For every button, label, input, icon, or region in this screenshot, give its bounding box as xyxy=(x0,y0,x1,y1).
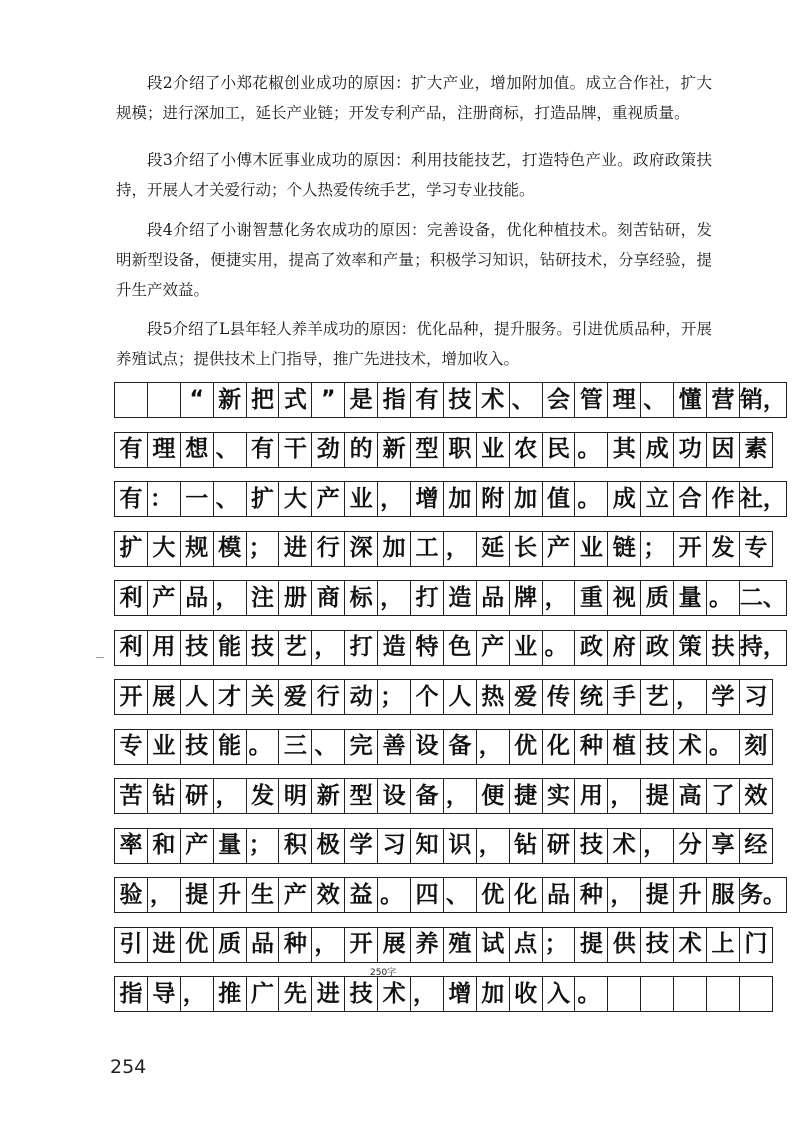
grid-cell: 重 xyxy=(575,580,608,616)
grid-cell: 产 xyxy=(312,481,345,517)
grid-cell: 术 xyxy=(378,976,411,1012)
grid-cell: ， xyxy=(214,580,247,616)
grid-cell: 扩 xyxy=(247,481,280,517)
grid-cell: 产 xyxy=(543,531,576,567)
grid-cell: 展 xyxy=(148,679,181,715)
grid-cell: 造 xyxy=(378,630,411,666)
grid-cell: 展 xyxy=(378,927,411,963)
grid-cell: 、 xyxy=(214,432,247,468)
summary-paragraph-5: 段5介绍了L县年轻人养羊成功的原因：优化品种，提升服务。引进优质品种，开展养殖试点；提供技术上门指导，推广先进技术，增加收入。 xyxy=(116,320,712,368)
grid-cell: 手 xyxy=(608,679,641,715)
grid-cell: 民 xyxy=(543,432,576,468)
grid-cell: ， xyxy=(477,729,510,765)
grid-cell: 技 xyxy=(444,382,477,418)
grid-cell: 策 xyxy=(674,630,707,666)
grid-cell: 产 xyxy=(477,630,510,666)
grid-cell xyxy=(707,976,740,1012)
grid-cell: 植 xyxy=(608,729,641,765)
grid-cell: 点 xyxy=(510,927,543,963)
grid-cell: 府 xyxy=(608,630,641,666)
word-count-label: 250字 xyxy=(370,968,397,978)
grid-cell: 先 xyxy=(279,976,312,1012)
grid-cell: ， xyxy=(148,877,181,913)
grid-cell: 品 xyxy=(477,580,510,616)
grid-cell: 成 xyxy=(608,481,641,517)
grid-cell: ， xyxy=(411,976,444,1012)
grid-cell: 享 xyxy=(707,828,740,864)
grid-cell: 利 xyxy=(115,580,148,616)
grid-cell: 量 xyxy=(674,580,707,616)
grid-cell: 商 xyxy=(312,580,345,616)
grid-cell: 术 xyxy=(674,927,707,963)
grid-cell: 引 xyxy=(115,927,148,963)
summary-paragraph-4: 段4介绍了小谢智慧化务农成功的原因：完善设备，优化种植技术。刻苦钻研，发明新型设备，便捷实用，提高了效率和产量；积极学习知识，钻研技术，分享经验，提升生产效益。 xyxy=(116,221,712,299)
grid-cell: 优 xyxy=(510,729,543,765)
grid-cell: 产 xyxy=(148,580,181,616)
grid-cell: 品 xyxy=(247,927,280,963)
grid-cell: 业 xyxy=(575,531,608,567)
grid-cell: 技 xyxy=(181,630,214,666)
grid-cell: 指 xyxy=(115,976,148,1012)
grid-cell: 模 xyxy=(214,531,247,567)
grid-cell: 传 xyxy=(543,679,576,715)
grid-cell: 因 xyxy=(707,432,740,468)
grid-cell: 捷 xyxy=(510,778,543,814)
summary-paragraph-3: 段3介绍了小傅木匠事业成功的原因：利用技能技艺，打造特色产业。政府政策扶持，开展人才关爱行动；个人热爱传统手艺，学习专业技能。 xyxy=(116,151,712,199)
grid-cell: ； xyxy=(247,531,280,567)
grid-cell: 用 xyxy=(575,778,608,814)
grid-cell: 专 xyxy=(115,729,148,765)
grid-cell: 热 xyxy=(477,679,510,715)
grid-cell: 分 xyxy=(674,828,707,864)
grid-cell: 产 xyxy=(279,877,312,913)
grid-cell: ， xyxy=(608,877,641,913)
grid-cell: 广 xyxy=(247,976,280,1012)
grid-cell: 功 xyxy=(674,432,707,468)
grid-row xyxy=(114,679,768,715)
grid-cell: 视 xyxy=(608,580,641,616)
grid-cell: 。 xyxy=(247,729,280,765)
grid-cell: 打 xyxy=(345,630,378,666)
grid-cell: 业 xyxy=(148,729,181,765)
grid-cell: ， xyxy=(214,778,247,814)
grid-cell: 大 xyxy=(279,481,312,517)
grid-cell: 发 xyxy=(707,531,740,567)
grid-cell: 增 xyxy=(444,976,477,1012)
grid-cell xyxy=(115,382,148,418)
grid-cell: 效 xyxy=(740,778,773,814)
grid-cell: 益 xyxy=(345,877,378,913)
grid-cell: 增 xyxy=(411,481,444,517)
grid-cell: 技 xyxy=(641,927,674,963)
grid-cell: 优 xyxy=(181,927,214,963)
grid-cell: 、 xyxy=(641,382,674,418)
grid-cell: 成 xyxy=(641,432,674,468)
grid-cell: 生 xyxy=(247,877,280,913)
grid-cell: ， xyxy=(674,679,707,715)
grid-cell: 善 xyxy=(378,729,411,765)
grid-cell: 型 xyxy=(411,432,444,468)
summary-paragraph-2: 段2介绍了小郑花椒创业成功的原因：扩大产业，增加附加值。成立合作社，扩大规模；进行深加工，延长产业链；开发专利产品，注册商标，打造品牌，重视质量。 xyxy=(116,74,712,122)
grid-cell: 化 xyxy=(543,729,576,765)
grid-cell: 统 xyxy=(575,679,608,715)
grid-cell: 试 xyxy=(477,927,510,963)
grid-cell: 养 xyxy=(411,927,444,963)
grid-cell: 学 xyxy=(345,828,378,864)
grid-row xyxy=(114,828,768,864)
grid-cell: 营 xyxy=(707,382,740,418)
grid-cell: 长 xyxy=(510,531,543,567)
grid-cell xyxy=(674,976,707,1012)
grid-cell: 入 xyxy=(543,976,576,1012)
grid-cell: 艺 xyxy=(279,630,312,666)
grid-cell: 业 xyxy=(477,432,510,468)
grid-cell: 开 xyxy=(115,679,148,715)
grid-cell: 进 xyxy=(148,927,181,963)
grid-cell: 、 xyxy=(312,729,345,765)
grid-cell: 是 xyxy=(345,382,378,418)
grid-cell xyxy=(641,976,674,1012)
grid-cell: 特 xyxy=(411,630,444,666)
grid-cell: 识 xyxy=(444,828,477,864)
grid-row xyxy=(114,481,786,517)
grid-cell: 一 xyxy=(181,481,214,517)
grid-cell: 新 xyxy=(214,382,247,418)
grid-cell: 业 xyxy=(345,481,378,517)
grid-cell: 合 xyxy=(674,481,707,517)
grid-cell: 新 xyxy=(378,432,411,468)
grid-cell: 人 xyxy=(181,679,214,715)
grid-cell: 政 xyxy=(641,630,674,666)
grid-cell: 扩 xyxy=(115,531,148,567)
grid-cell: 极 xyxy=(312,828,345,864)
grid-cell: 能 xyxy=(214,729,247,765)
grid-row xyxy=(114,976,706,1012)
grid-row xyxy=(114,531,768,567)
grid-cell: 升 xyxy=(674,877,707,913)
grid-cell: 工 xyxy=(411,531,444,567)
grid-row xyxy=(114,778,768,814)
grid-cell: 上 xyxy=(707,927,740,963)
grid-row xyxy=(114,729,768,765)
grid-cell: 造 xyxy=(444,580,477,616)
grid-cell: ， xyxy=(378,481,411,517)
grid-cell: 延 xyxy=(477,531,510,567)
grid-cell: 品 xyxy=(543,877,576,913)
grid-cell: ， xyxy=(444,778,477,814)
grid-cell: 社， xyxy=(740,481,787,517)
grid-cell: 服 xyxy=(707,877,740,913)
grid-cell: 学 xyxy=(707,679,740,715)
grid-cell: 种 xyxy=(575,877,608,913)
grid-cell: 四 xyxy=(411,877,444,913)
grid-cell: 便 xyxy=(477,778,510,814)
grid-cell: 艺 xyxy=(641,679,674,715)
grid-cell: 提 xyxy=(575,927,608,963)
grid-cell: 技 xyxy=(345,976,378,1012)
grid-cell: 把 xyxy=(247,382,280,418)
grid-cell: 开 xyxy=(674,531,707,567)
grid-cell: 政 xyxy=(575,630,608,666)
grid-cell: 产 xyxy=(181,828,214,864)
grid-cell: 有 xyxy=(411,382,444,418)
grid-row xyxy=(114,432,768,468)
grid-cell: 劲 xyxy=(312,432,345,468)
grid-cell: 爱 xyxy=(510,679,543,715)
grid-cell: 扶 xyxy=(707,630,740,666)
margin-mark xyxy=(96,657,104,658)
grid-cell: ； xyxy=(641,531,674,567)
grid-cell: 加 xyxy=(510,481,543,517)
grid-cell: 。 xyxy=(575,976,608,1012)
grid-cell: ， xyxy=(312,927,345,963)
grid-cell: 完 xyxy=(345,729,378,765)
grid-cell: 。 xyxy=(575,481,608,517)
grid-cell: 率 xyxy=(115,828,148,864)
grid-cell: 加 xyxy=(444,481,477,517)
grid-cell: 链 xyxy=(608,531,641,567)
grid-cell: 高 xyxy=(674,778,707,814)
grid-cell: 、 xyxy=(214,481,247,517)
grid-cell: 导 xyxy=(148,976,181,1012)
grid-cell: 质 xyxy=(641,580,674,616)
grid-cell: 化 xyxy=(510,877,543,913)
grid-cell: 实 xyxy=(543,778,576,814)
grid-cell: ； xyxy=(543,927,576,963)
grid-cell: 素 xyxy=(740,432,773,468)
grid-cell: 钻 xyxy=(148,778,181,814)
grid-cell: 能 xyxy=(214,630,247,666)
grid-cell: 有 xyxy=(115,481,148,517)
grid-cell: 和 xyxy=(148,828,181,864)
grid-cell: ， xyxy=(378,580,411,616)
grid-cell: ， xyxy=(641,828,674,864)
grid-cell: 量 xyxy=(214,828,247,864)
grid-cell: 其 xyxy=(608,432,641,468)
grid-cell: 理 xyxy=(608,382,641,418)
grid-cell: 积 xyxy=(279,828,312,864)
grid-cell: 设 xyxy=(411,729,444,765)
grid-cell: 。 xyxy=(707,729,740,765)
grid-cell: 个 xyxy=(411,679,444,715)
grid-cell: 殖 xyxy=(444,927,477,963)
grid-cell: 了 xyxy=(707,778,740,814)
grid-cell: 效 xyxy=(312,877,345,913)
grid-cell: 术 xyxy=(674,729,707,765)
grid-cell: 研 xyxy=(181,778,214,814)
grid-cell: 收 xyxy=(510,976,543,1012)
grid-cell: 开 xyxy=(345,927,378,963)
grid-cell: 习 xyxy=(378,828,411,864)
grid-cell: 立 xyxy=(641,481,674,517)
grid-cell: 行 xyxy=(312,679,345,715)
grid-cell: 验 xyxy=(115,877,148,913)
grid-cell: 二、 xyxy=(740,580,787,616)
grid-cell: 动 xyxy=(345,679,378,715)
grid-cell: 新 xyxy=(312,778,345,814)
grid-cell: 用 xyxy=(148,630,181,666)
grid-cell: 。 xyxy=(707,580,740,616)
grid-cell: 会 xyxy=(543,382,576,418)
grid-cell: 式 xyxy=(279,382,312,418)
grid-cell: 懂 xyxy=(674,382,707,418)
grid-row xyxy=(114,927,768,963)
grid-cell: 明 xyxy=(279,778,312,814)
grid-cell: 经 xyxy=(740,828,773,864)
grid-cell: ， xyxy=(444,531,477,567)
grid-cell: 。 xyxy=(378,877,411,913)
grid-cell: 深 xyxy=(345,531,378,567)
grid-cell: 三 xyxy=(279,729,312,765)
grid-cell: 进 xyxy=(312,976,345,1012)
grid-cell: 升 xyxy=(214,877,247,913)
grid-cell: ， xyxy=(312,630,345,666)
grid-cell: 技 xyxy=(181,729,214,765)
grid-cell: 术 xyxy=(477,382,510,418)
grid-cell: 规 xyxy=(181,531,214,567)
grid-cell: 习 xyxy=(740,679,773,715)
grid-cell: 提 xyxy=(641,877,674,913)
grid-cell: 管 xyxy=(575,382,608,418)
grid-row xyxy=(114,877,786,913)
grid-cell: 设 xyxy=(378,778,411,814)
grid-cell: 关 xyxy=(247,679,280,715)
grid-cell: 的 xyxy=(345,432,378,468)
grid-cell: 推 xyxy=(214,976,247,1012)
grid-cell: ， xyxy=(477,828,510,864)
grid-cell: 农 xyxy=(510,432,543,468)
grid-cell: 型 xyxy=(345,778,378,814)
grid-cell: 、 xyxy=(444,877,477,913)
grid-cell: 质 xyxy=(214,927,247,963)
grid-cell: 加 xyxy=(477,976,510,1012)
grid-cell: 知 xyxy=(411,828,444,864)
grid-cell: 注 xyxy=(247,580,280,616)
grid-cell: 品 xyxy=(181,580,214,616)
grid-cell: ” xyxy=(312,382,345,418)
grid-cell: 提 xyxy=(641,778,674,814)
grid-cell xyxy=(608,976,641,1012)
grid-cell xyxy=(740,976,773,1012)
grid-cell: 技 xyxy=(247,630,280,666)
grid-cell: 种 xyxy=(575,729,608,765)
grid-cell: 专 xyxy=(740,531,773,567)
grid-cell: “ xyxy=(181,382,214,418)
grid-cell: ； xyxy=(378,679,411,715)
grid-cell: ； xyxy=(247,828,280,864)
grid-cell: 牌 xyxy=(510,580,543,616)
grid-cell: 利 xyxy=(115,630,148,666)
grid-cell: 行 xyxy=(312,531,345,567)
grid-cell: 供 xyxy=(608,927,641,963)
grid-cell: 技 xyxy=(641,729,674,765)
grid-cell: 备 xyxy=(411,778,444,814)
grid-cell: 种 xyxy=(279,927,312,963)
grid-cell: 持， xyxy=(740,630,787,666)
grid-cell: 备 xyxy=(444,729,477,765)
grid-cell: 提 xyxy=(181,877,214,913)
grid-cell: 标 xyxy=(345,580,378,616)
grid-cell: 优 xyxy=(477,877,510,913)
grid-cell: 色 xyxy=(444,630,477,666)
grid-cell: 。 xyxy=(543,630,576,666)
grid-cell: 有 xyxy=(115,432,148,468)
grid-row xyxy=(114,580,786,616)
grid-cell: 爱 xyxy=(279,679,312,715)
grid-cell: 册 xyxy=(279,580,312,616)
grid-cell: 附 xyxy=(477,481,510,517)
grid-cell: 理 xyxy=(148,432,181,468)
grid-cell: 销， xyxy=(740,382,787,418)
grid-cell: 作 xyxy=(707,481,740,517)
grid-row xyxy=(114,382,786,418)
grid-cell: 刻 xyxy=(740,729,773,765)
grid-cell: 有 xyxy=(247,432,280,468)
grid-cell: 干 xyxy=(279,432,312,468)
grid-cell: ， xyxy=(608,778,641,814)
grid-cell: 进 xyxy=(279,531,312,567)
grid-cell: 发 xyxy=(247,778,280,814)
grid-cell: 研 xyxy=(543,828,576,864)
grid-cell: 指 xyxy=(378,382,411,418)
grid-cell: 想 xyxy=(181,432,214,468)
essay-grid xyxy=(114,382,786,1026)
grid-cell: 技 xyxy=(575,828,608,864)
grid-cell: 值 xyxy=(543,481,576,517)
grid-cell xyxy=(148,382,181,418)
grid-cell: 。 xyxy=(575,432,608,468)
grid-cell: 苦 xyxy=(115,778,148,814)
grid-cell: ， xyxy=(181,976,214,1012)
grid-cell: 大 xyxy=(148,531,181,567)
grid-cell: 才 xyxy=(214,679,247,715)
grid-row xyxy=(114,630,786,666)
grid-cell: 术 xyxy=(608,828,641,864)
grid-cell: 打 xyxy=(411,580,444,616)
grid-cell: 职 xyxy=(444,432,477,468)
page-number: 254 xyxy=(110,1056,147,1078)
grid-cell: 业 xyxy=(510,630,543,666)
grid-cell: 务。 xyxy=(740,877,787,913)
grid-cell: 钻 xyxy=(510,828,543,864)
grid-cell: 加 xyxy=(378,531,411,567)
grid-cell: 、 xyxy=(510,382,543,418)
grid-cell: 人 xyxy=(444,679,477,715)
grid-cell: 门 xyxy=(740,927,773,963)
grid-cell: ， xyxy=(543,580,576,616)
grid-cell: ： xyxy=(148,481,181,517)
